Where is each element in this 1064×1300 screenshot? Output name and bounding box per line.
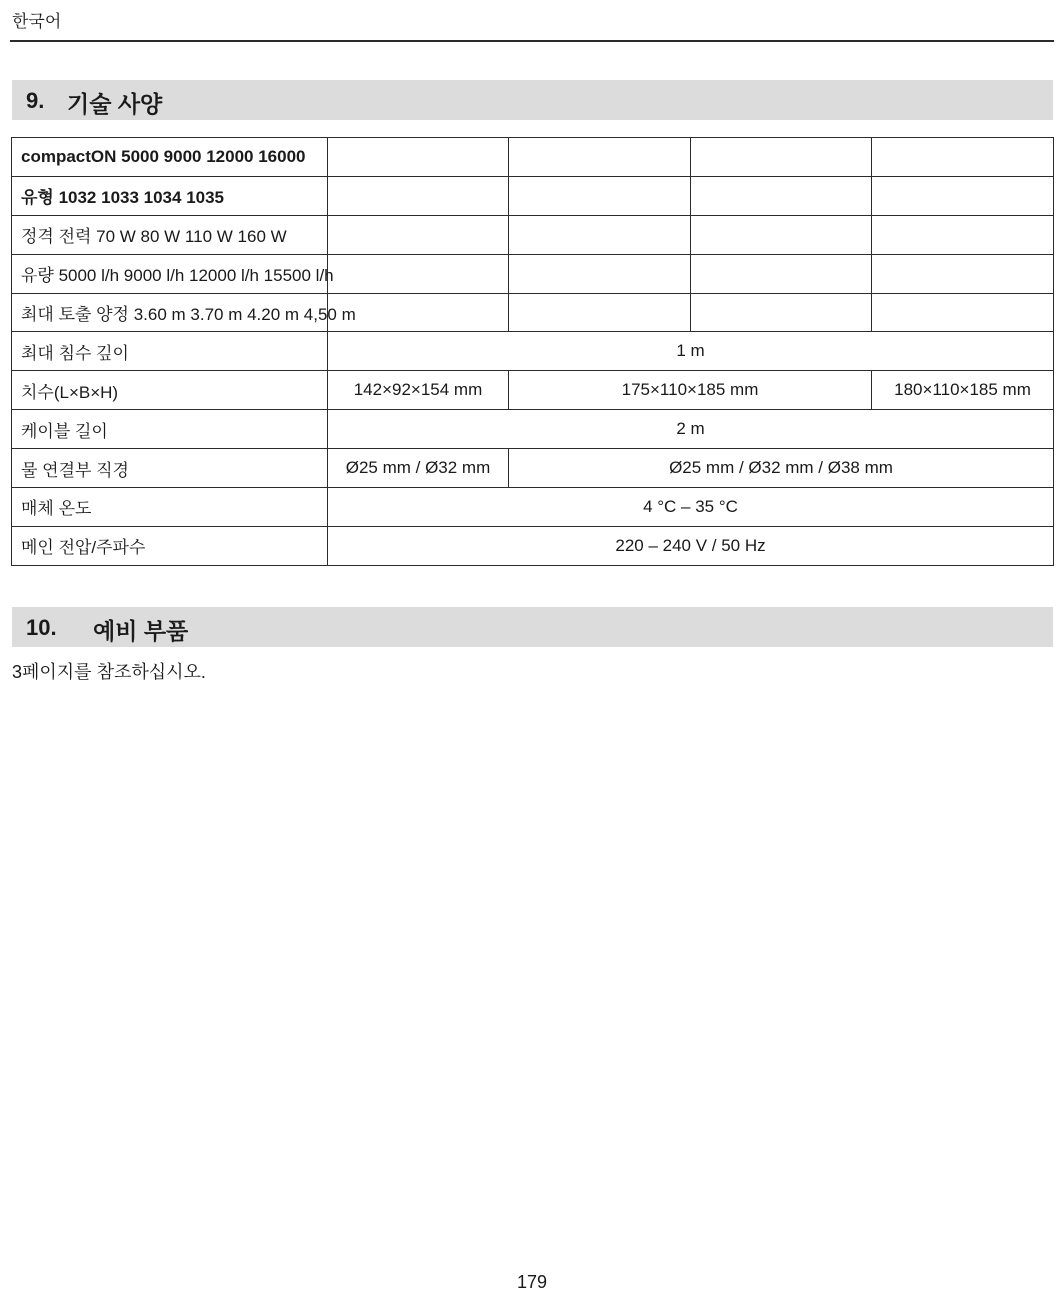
dimensions-value-3: 180×110×185 mm (872, 371, 1054, 410)
reference-note: 3페이지를 참조하십시오. (12, 662, 206, 682)
header-divider (10, 40, 1054, 42)
table-row (12, 293, 1054, 332)
power-row-label: 정격 전력 70 W 80 W 110 W 160 W (12, 215, 328, 254)
table-row (12, 526, 1054, 565)
spec-table (11, 137, 1054, 566)
table-cell (691, 293, 872, 332)
table-row (12, 215, 1054, 254)
table-cell (872, 293, 1054, 332)
table-cell (509, 254, 691, 293)
temperature-row-label: 매체 온도 (12, 488, 328, 527)
table-cell (691, 215, 872, 254)
section-number: 10. (26, 615, 57, 640)
table-cell (328, 254, 509, 293)
dimensions-value-1: 142×92×154 mm (328, 371, 509, 410)
table-cell (691, 254, 872, 293)
connection-row-label: 물 연결부 직경 (12, 449, 328, 488)
table-cell (872, 215, 1054, 254)
table-cell (509, 293, 691, 332)
page-number: 179 (516, 1272, 548, 1292)
dimensions-row-label: 치수(L×B×H) (12, 371, 328, 410)
table-cell (328, 176, 509, 215)
table-cell (509, 138, 691, 177)
table-cell (691, 176, 872, 215)
table-row (12, 332, 1054, 371)
language-label: 한국어 (12, 12, 62, 31)
section-heading-technical-specs (12, 80, 1053, 120)
section-heading-spare-parts (12, 607, 1053, 647)
connection-value-2: Ø25 mm / Ø32 mm / Ø38 mm (509, 449, 1054, 488)
table-cell (328, 138, 509, 177)
cable-row-label: 케이블 길이 (12, 410, 328, 449)
voltage-row-label: 메인 전압/주파수 (12, 526, 328, 565)
head-row-label: 최대 토출 양정 3.60 m 3.70 m 4.20 m 4,50 m (12, 293, 328, 332)
voltage-value: 220 – 240 V / 50 Hz (328, 526, 1054, 565)
table-row (12, 371, 1054, 410)
table-cell (872, 254, 1054, 293)
table-cell (509, 176, 691, 215)
model-row-label: compactON 5000 9000 12000 16000 (12, 138, 328, 177)
table-row (12, 488, 1054, 527)
table-row (12, 138, 1054, 177)
table-row (12, 449, 1054, 488)
section-number: 9. (26, 88, 45, 113)
depth-row-label: 최대 침수 깊이 (12, 332, 328, 371)
flow-row-label: 유량 5000 l/h 9000 l/h 12000 l/h 15500 l/h (12, 254, 328, 293)
table-cell (872, 138, 1054, 177)
cable-value: 2 m (328, 410, 1054, 449)
table-cell (509, 215, 691, 254)
table-row (12, 254, 1054, 293)
table-row (12, 410, 1054, 449)
temperature-value: 4 °C – 35 °C (328, 488, 1054, 527)
section-title: 예비 부품 (93, 618, 189, 644)
section-title: 기술 사양 (67, 91, 163, 117)
table-row (12, 176, 1054, 215)
depth-value: 1 m (328, 332, 1054, 371)
table-cell (872, 176, 1054, 215)
type-row-label: 유형 1032 1033 1034 1035 (12, 176, 328, 215)
table-cell (691, 138, 872, 177)
table-cell (328, 215, 509, 254)
connection-value-1: Ø25 mm / Ø32 mm (328, 449, 509, 488)
dimensions-value-2: 175×110×185 mm (509, 371, 872, 410)
